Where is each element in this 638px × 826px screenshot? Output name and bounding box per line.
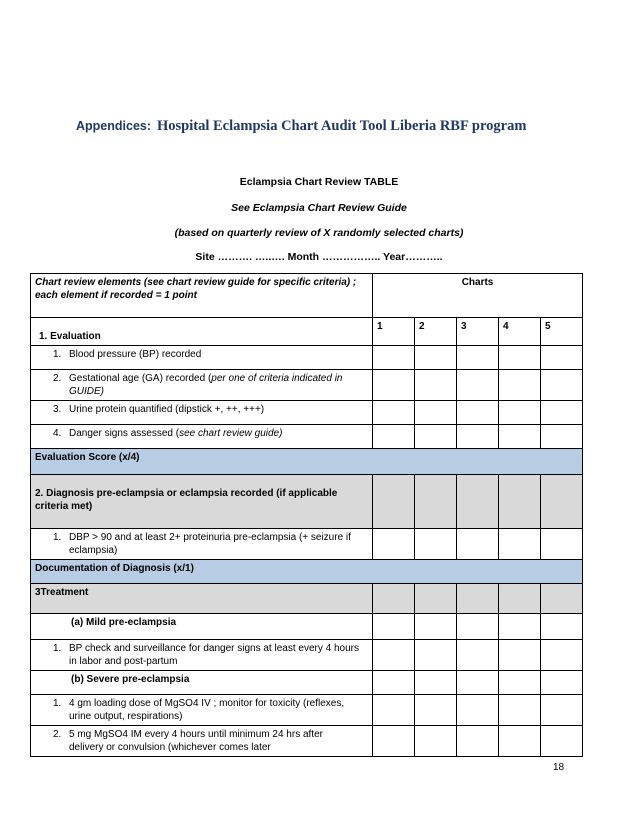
score-cell[interactable]: [415, 425, 457, 449]
score-cell[interactable]: [457, 695, 499, 726]
page-number: 18: [553, 762, 565, 773]
item-number: 1.: [53, 349, 62, 360]
mild-preeclampsia-heading: (a) Mild pre-eclampsia: [31, 614, 373, 640]
page-heading: [76, 118, 526, 135]
score-cell[interactable]: [457, 425, 499, 449]
evaluation-heading: 1. Evaluation: [31, 318, 373, 346]
score-cell[interactable]: [541, 529, 583, 560]
table-row: [31, 726, 583, 757]
evaluation-score-row: Evaluation Score (x/4): [31, 449, 583, 475]
table-row: [31, 425, 583, 449]
score-cell[interactable]: [457, 401, 499, 425]
score-cell: [373, 584, 415, 614]
diagnosis-heading: 2. Diagnosis pre-eclampsia or eclampsia recorded (if applicable criteria met): [31, 475, 373, 529]
score-cell[interactable]: [373, 640, 415, 671]
item-text: Urine protein quantified (dipstick +, ++, +++): [69, 404, 265, 415]
score-cell[interactable]: [541, 370, 583, 401]
heading-title: Hospital Eclampsia Chart Audit Tool Liberia RBF program: [157, 118, 527, 134]
score-cell[interactable]: [457, 370, 499, 401]
score-cell[interactable]: [541, 401, 583, 425]
score-cell: [415, 614, 457, 640]
chart-number: 2: [415, 318, 457, 346]
score-cell: [415, 671, 457, 695]
score-cell: [541, 475, 583, 529]
score-cell: [499, 584, 541, 614]
diagnosis-score-row: Documentation of Diagnosis (x/1): [31, 560, 583, 584]
score-cell: [541, 614, 583, 640]
table-row: [31, 529, 583, 560]
score-cell[interactable]: [541, 726, 583, 757]
score-cell: [541, 584, 583, 614]
score-cell[interactable]: [541, 346, 583, 370]
table-row: [31, 695, 583, 726]
score-cell: [499, 614, 541, 640]
score-cell: [373, 475, 415, 529]
score-cell[interactable]: [415, 346, 457, 370]
chart-number: 3: [457, 318, 499, 346]
item-text: 4 gm loading dose of MgSO4 IV ; monitor for toxicity (reflexes, urine output, respirations): [69, 698, 345, 722]
treatment-heading: 3Treatment: [31, 584, 373, 614]
table-row: [31, 401, 583, 425]
score-cell[interactable]: [373, 425, 415, 449]
score-cell[interactable]: [415, 370, 457, 401]
table-row: [31, 346, 583, 370]
guide-reference: See Eclampsia Chart Review Guide: [231, 202, 407, 214]
score-cell: [499, 671, 541, 695]
score-cell[interactable]: [415, 640, 457, 671]
item-text: DBP > 90 and at least 2+ proteinuria pre-eclampsia (+ seizure if eclampsia): [69, 532, 351, 556]
score-cell[interactable]: [499, 695, 541, 726]
score-cell[interactable]: [499, 726, 541, 757]
score-cell[interactable]: [457, 726, 499, 757]
item-text: Danger signs assessed (: [69, 428, 180, 439]
score-cell: [457, 671, 499, 695]
score-cell[interactable]: [499, 401, 541, 425]
item-text-italic: see chart review guide): [179, 428, 283, 439]
score-cell[interactable]: [415, 529, 457, 560]
severe-preeclampsia-heading: (b) Severe pre-eclampsia: [31, 671, 373, 695]
score-cell: [415, 475, 457, 529]
score-cell: [457, 475, 499, 529]
item-number: 1.: [53, 643, 62, 654]
table-row: [31, 370, 583, 401]
heading-lead: Appendices:: [76, 119, 152, 133]
item-number: 1.: [53, 698, 62, 709]
score-cell[interactable]: [373, 529, 415, 560]
review-basis: (based on quarterly review of X randomly selected charts): [174, 227, 464, 239]
score-cell[interactable]: [373, 401, 415, 425]
score-cell[interactable]: [541, 640, 583, 671]
score-cell[interactable]: [499, 529, 541, 560]
item-number: 4.: [53, 428, 62, 439]
score-cell[interactable]: [373, 726, 415, 757]
score-cell: [457, 614, 499, 640]
score-cell: [499, 475, 541, 529]
site-month-year-fields: Site ………. …..…. Month …………….. Year………..: [195, 251, 443, 263]
score-cell[interactable]: [373, 370, 415, 401]
score-cell[interactable]: [415, 401, 457, 425]
score-cell: [415, 584, 457, 614]
item-text-italic: per one of criteria indicated in GUIDE): [69, 373, 343, 397]
score-cell[interactable]: [541, 695, 583, 726]
score-cell: [373, 671, 415, 695]
score-cell: [373, 614, 415, 640]
score-cell[interactable]: [499, 425, 541, 449]
table-title: Eclampsia Chart Review TABLE: [239, 176, 399, 188]
item-number: 2.: [53, 373, 62, 384]
table-row: [31, 640, 583, 671]
score-cell[interactable]: [541, 425, 583, 449]
chart-number: 4: [499, 318, 541, 346]
score-cell[interactable]: [415, 695, 457, 726]
score-cell[interactable]: [457, 346, 499, 370]
score-cell[interactable]: [415, 726, 457, 757]
header-elements-cell: Chart review elements (see chart review guide for specific criteria) ; each element if recorded = 1 point: [31, 274, 373, 318]
score-cell: [457, 584, 499, 614]
chart-number: 5: [541, 318, 583, 346]
item-text: BP check and surveillance for danger signs at least every 4 hours in labor and post-partum: [69, 643, 359, 667]
item-number: 3.: [53, 404, 62, 415]
score-cell[interactable]: [499, 640, 541, 671]
score-cell[interactable]: [457, 640, 499, 671]
chart-review-table: [30, 273, 583, 757]
score-cell[interactable]: [499, 370, 541, 401]
score-cell[interactable]: [373, 695, 415, 726]
item-text: Gestational age (GA) recorded (: [69, 373, 212, 384]
score-cell[interactable]: [457, 529, 499, 560]
charts-header: Charts: [373, 274, 583, 318]
score-cell: [541, 671, 583, 695]
score-cell[interactable]: [499, 346, 541, 370]
score-cell[interactable]: [373, 346, 415, 370]
item-number: 1.: [53, 532, 62, 543]
item-number: 2.: [53, 729, 62, 740]
item-text: Blood pressure (BP) recorded: [69, 349, 202, 360]
item-text: 5 mg MgSO4 IM every 4 hours until minimum 24 hrs after delivery or convulsion (whichever comes later: [69, 729, 323, 753]
chart-number: 1: [373, 318, 415, 346]
